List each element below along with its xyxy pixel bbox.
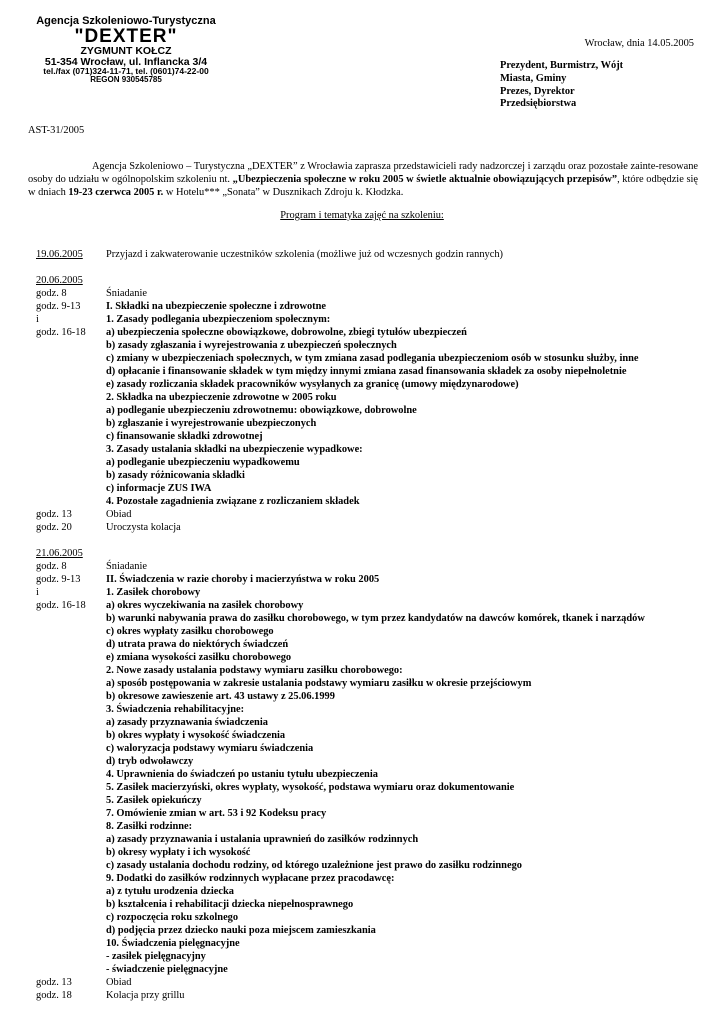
schedule-time: i bbox=[36, 587, 39, 598]
schedule-row bbox=[36, 430, 696, 443]
schedule-time: godz. 8 bbox=[36, 288, 67, 299]
schedule-time bbox=[36, 625, 106, 638]
schedule-time bbox=[36, 417, 106, 430]
schedule-topic: a) zasady przyznawania świadczenia bbox=[106, 717, 268, 728]
schedule-row bbox=[36, 989, 696, 1002]
schedule-topic: - świadczenie pielęgnacyjne bbox=[106, 964, 228, 975]
schedule-time bbox=[36, 339, 106, 352]
schedule-topic: b) okresy wypłaty i ich wysokość bbox=[106, 847, 251, 858]
schedule-topic: c) informacje ZUS IWA bbox=[106, 483, 212, 494]
schedule-row bbox=[36, 521, 696, 534]
schedule-row bbox=[36, 976, 696, 989]
schedule-row bbox=[36, 755, 696, 768]
schedule-time bbox=[36, 638, 106, 651]
schedule-time: godz. 16-18 bbox=[36, 600, 86, 611]
schedule-topic: c) waloryzacja podstawy wymiaru świadczenia bbox=[106, 743, 314, 754]
schedule-topic: b) okres wypłaty i wysokość świadczenia bbox=[106, 730, 286, 741]
schedule-topic: d) opłacanie i finansowanie składek w tym między innymi zmiana zasad finansowania składek za osoby niepełnoletnie bbox=[106, 366, 627, 377]
schedule-row bbox=[36, 404, 696, 417]
schedule-row bbox=[36, 807, 696, 820]
schedule-row bbox=[36, 482, 696, 495]
schedule-topic: c) zasady ustalania dochodu rodziny, od którego uzależnione jest prawo do zasiłku rodzinnego bbox=[106, 860, 522, 871]
schedule-row bbox=[36, 846, 696, 859]
schedule-time bbox=[36, 651, 106, 664]
schedule-topic: a) sposób postępowania w zakresie ustalania podstawy wymiaru zasiłku w okresie przejściowym bbox=[106, 678, 532, 689]
schedule-time: godz. 18 bbox=[36, 990, 72, 1001]
schedule-topic: Obiad bbox=[106, 977, 132, 988]
schedule-topic: Obiad bbox=[106, 509, 132, 520]
stamp-address: 51-354 Wrocław, ul. Inflancka 3/4 bbox=[44, 55, 208, 68]
schedule-row bbox=[36, 469, 696, 482]
schedule-row bbox=[36, 352, 696, 365]
schedule-row bbox=[36, 898, 696, 911]
schedule-time bbox=[36, 950, 106, 963]
schedule-row bbox=[36, 443, 696, 456]
intro-paragraph bbox=[28, 160, 698, 199]
schedule-row bbox=[36, 417, 696, 430]
letter-date: Wrocław, dnia 14.05.2005 bbox=[584, 38, 694, 49]
schedule-time bbox=[36, 755, 106, 768]
schedule-time: i bbox=[36, 314, 39, 325]
stamp-brand: "DEXTER" bbox=[74, 26, 178, 47]
schedule-topic: b) zasady różnicowania składki bbox=[106, 470, 245, 481]
schedule-topic: b) kształcenia i rehabilitacji dziecka niepełnosprawnego bbox=[106, 899, 354, 910]
schedule-row bbox=[36, 859, 696, 872]
schedule-row bbox=[36, 651, 696, 664]
schedule-topic: Przyjazd i zakwaterowanie uczestników szkolenia (możliwe już od wczesnych godzin rannych) bbox=[106, 249, 504, 260]
schedule-topic: a) podleganie ubezpieczeniu zdrowotnemu: obowiązkowe, dobrowolne bbox=[106, 405, 417, 416]
recipient-line: Prezydent, Burmistrz, Wójt bbox=[500, 60, 624, 71]
schedule-time bbox=[36, 495, 106, 508]
schedule-row bbox=[36, 872, 696, 885]
schedule-date: 20.06.2005 bbox=[36, 275, 83, 286]
schedule-row bbox=[36, 820, 696, 833]
schedule-row bbox=[36, 547, 696, 560]
intro-text: Agencja Szkoleniowo – Turystyczna „DEXTER” z Wrocławia zaprasza przedstawicieli rady nadzorczej i zarządu oraz pozostałe zainte-resowane osoby do udziału w ogólnopolskim szkoleniu nt. bbox=[28, 161, 698, 185]
schedule-row bbox=[36, 378, 696, 391]
schedule-time bbox=[36, 846, 106, 859]
schedule-topic: b) okresowe zawieszenie art. 43 ustawy z 25.06.1999 bbox=[106, 691, 335, 702]
schedule-time bbox=[36, 729, 106, 742]
schedule-row bbox=[36, 326, 696, 339]
stamp-regon: REGON 930545785 bbox=[90, 74, 162, 84]
schedule-topic: 5. Zasiłek opiekuńczy bbox=[106, 795, 202, 806]
schedule-topic: e) zasady rozliczania składek pracowników wysyłanych za granicę (umowy międzynarodowe) bbox=[106, 379, 519, 390]
schedule-row bbox=[36, 586, 696, 599]
schedule-topic: a) okres wyczekiwania na zasiłek chorobowy bbox=[106, 600, 304, 611]
schedule-time bbox=[36, 612, 106, 625]
schedule-time bbox=[36, 352, 106, 365]
recipient-line: Miasta, Gminy bbox=[500, 72, 567, 84]
schedule-topic: 10. Świadczenia pielęgnacyjne bbox=[106, 938, 240, 949]
schedule-topic: 8. Zasiłki rodzinne: bbox=[106, 821, 193, 832]
schedule-topic: 4. Uprawnienia do świadczeń po ustaniu tytułu ubezpieczenia bbox=[106, 769, 378, 780]
schedule-row bbox=[36, 508, 696, 521]
program-title: Program i tematyka zajęć na szkoleniu: bbox=[280, 210, 444, 221]
schedule-topic: 1. Zasady podlegania ubezpieczeniom społecznym: bbox=[106, 314, 331, 325]
schedule-row bbox=[36, 664, 696, 677]
schedule-row bbox=[36, 911, 696, 924]
schedule-row bbox=[36, 742, 696, 755]
schedule-topic: 1. Zasiłek chorobowy bbox=[106, 587, 201, 598]
schedule-time: godz. 8 bbox=[36, 561, 67, 572]
schedule-time bbox=[36, 924, 106, 937]
schedule-row bbox=[36, 365, 696, 378]
schedule-topic: Śniadanie bbox=[106, 288, 147, 299]
schedule-row bbox=[36, 495, 696, 508]
schedule-time bbox=[36, 378, 106, 391]
schedule-time: godz. 20 bbox=[36, 522, 72, 533]
schedule-row bbox=[36, 339, 696, 352]
schedule-time bbox=[36, 963, 106, 976]
schedule-row bbox=[36, 885, 696, 898]
schedule-time bbox=[36, 898, 106, 911]
schedule-time: godz. 16-18 bbox=[36, 327, 86, 338]
schedule-row bbox=[36, 573, 696, 586]
schedule-time bbox=[36, 677, 106, 690]
schedule-row bbox=[36, 560, 696, 573]
schedule-time bbox=[36, 404, 106, 417]
schedule-row bbox=[36, 703, 696, 716]
schedule-time bbox=[36, 664, 106, 677]
schedule-row bbox=[36, 456, 696, 469]
schedule-topic: 2. Składka na ubezpieczenie zdrowotne w 2005 roku bbox=[106, 392, 337, 403]
schedule-row bbox=[36, 950, 696, 963]
schedule-row bbox=[36, 313, 696, 326]
schedule-topic: Kolacja przy grillu bbox=[106, 990, 185, 1001]
schedule-time bbox=[36, 690, 106, 703]
schedule-topic: a) ubezpieczenia społeczne obowiązkowe, dobrowolne, zbiegi tytułów ubezpieczeń bbox=[106, 327, 467, 338]
schedule-row bbox=[36, 716, 696, 729]
schedule-topic: 5. Zasiłek macierzyński, okres wypłaty, wysokość, podstawa wymiaru oraz dokumentowanie bbox=[106, 782, 515, 793]
schedule-topic: b) zasady zgłaszania i wyrejestrowania z ubezpieczeń społecznych bbox=[106, 340, 397, 351]
schedule-row bbox=[36, 768, 696, 781]
schedule-topic: 4. Pozostałe zagadnienia związane z rozliczaniem składek bbox=[106, 496, 360, 507]
schedule-topic: 2. Nowe zasady ustalania podstawy wymiaru zasiłku chorobowego: bbox=[106, 665, 403, 676]
schedule-topic: II. Świadczenia w razie choroby i macierzyństwa w roku 2005 bbox=[106, 574, 380, 585]
schedule-row bbox=[36, 248, 696, 261]
schedule-topic: d) tryb odwoławczy bbox=[106, 756, 194, 767]
schedule-time bbox=[36, 911, 106, 924]
schedule-row bbox=[36, 612, 696, 625]
schedule bbox=[36, 248, 696, 1002]
schedule-topic: a) podleganie ubezpieczeniu wypadkowemu bbox=[106, 457, 300, 468]
schedule-time bbox=[36, 807, 106, 820]
schedule-topic: a) z tytułu urodzenia dziecka bbox=[106, 886, 234, 897]
stamp-owner: ZYGMUNT KOŁCZ bbox=[80, 45, 172, 57]
schedule-time: godz. 13 bbox=[36, 509, 72, 520]
schedule-gap bbox=[36, 261, 696, 274]
schedule-topic: 3. Świadczenia rehabilitacyjne: bbox=[106, 704, 245, 715]
schedule-row bbox=[36, 924, 696, 937]
training-dates: 19-23 czerwca 2005 r. bbox=[68, 187, 164, 198]
schedule-row bbox=[36, 287, 696, 300]
schedule-row bbox=[36, 729, 696, 742]
company-stamp bbox=[20, 16, 232, 84]
schedule-time bbox=[36, 781, 106, 794]
recipient-line: Prezes, Dyrektor bbox=[500, 85, 575, 97]
schedule-time bbox=[36, 456, 106, 469]
schedule-time: godz. 9-13 bbox=[36, 574, 81, 585]
recipients-block bbox=[500, 60, 623, 111]
schedule-topic: b) zgłaszanie i wyrejestrowanie ubezpieczonych bbox=[106, 418, 317, 429]
schedule-row bbox=[36, 690, 696, 703]
schedule-time bbox=[36, 482, 106, 495]
schedule-topic: d) utrata prawa do niektórych świadczeń bbox=[106, 639, 289, 650]
schedule-topic bbox=[106, 547, 696, 560]
schedule-topic: - zasiłek pielęgnacyjny bbox=[106, 951, 206, 962]
schedule-topic: 9. Dodatki do zasiłków rodzinnych wypłacane przez pracodawcę: bbox=[106, 873, 395, 884]
schedule-time bbox=[36, 937, 106, 950]
schedule-row bbox=[36, 274, 696, 287]
schedule-row bbox=[36, 599, 696, 612]
intro-text: , które odbędzie się w dniach bbox=[28, 174, 698, 198]
schedule-topic: e) zmiana wysokości zasiłku chorobowego bbox=[106, 652, 292, 663]
schedule-topic: Śniadanie bbox=[106, 561, 147, 572]
recipient-line: Przedsiębiorstwa bbox=[500, 98, 577, 110]
schedule-topic: d) podjęcia przez dziecko nauki poza miejscem zamieszkania bbox=[106, 925, 376, 936]
schedule-topic: b) warunki nabywania prawa do zasiłku chorobowego, w tym przez kandydatów na dawców komórek, tkanek i narządów bbox=[106, 613, 645, 624]
schedule-row bbox=[36, 833, 696, 846]
schedule-row bbox=[36, 625, 696, 638]
schedule-time bbox=[36, 833, 106, 846]
schedule-row bbox=[36, 937, 696, 950]
schedule-time bbox=[36, 872, 106, 885]
schedule-time bbox=[36, 768, 106, 781]
schedule-time bbox=[36, 391, 106, 404]
schedule-topic: c) finansowanie składki zdrowotnej bbox=[106, 431, 263, 442]
schedule-time bbox=[36, 716, 106, 729]
schedule-row bbox=[36, 391, 696, 404]
schedule-time bbox=[36, 365, 106, 378]
schedule-time bbox=[36, 885, 106, 898]
reference-number: AST-31/2005 bbox=[28, 125, 85, 136]
training-topic: „Ubezpieczenia społeczne w roku 2005 w świetle aktualnie obowiązujących przepisów” bbox=[232, 174, 618, 185]
schedule-time bbox=[36, 703, 106, 716]
schedule-time bbox=[36, 443, 106, 456]
schedule-date: 21.06.2005 bbox=[36, 548, 83, 559]
schedule-row bbox=[36, 794, 696, 807]
schedule-row bbox=[36, 781, 696, 794]
schedule-time bbox=[36, 794, 106, 807]
schedule-time bbox=[36, 742, 106, 755]
schedule-topic bbox=[106, 274, 696, 287]
schedule-time: godz. 9-13 bbox=[36, 301, 81, 312]
schedule-topic: 7. Omówienie zmian w art. 53 i 92 Kodeksu pracy bbox=[106, 808, 327, 819]
schedule-time bbox=[36, 430, 106, 443]
schedule-topic: c) okres wypłaty zasiłku chorobowego bbox=[106, 626, 274, 637]
schedule-topic: c) zmiany w ubezpieczeniach społecznych, w tym zmiana zasad podlegania ubezpieczeniom osób w stosunku służby, inne bbox=[106, 353, 639, 364]
schedule-time bbox=[36, 859, 106, 872]
stamp-phone: tel./fax (071)324-11-71, tel. (0601)74-22-00 bbox=[43, 66, 209, 76]
stamp-agency-name: Agencja Szkoleniowo-Turystyczna bbox=[36, 15, 216, 27]
schedule-date: 19.06.2005 bbox=[36, 249, 83, 260]
schedule-time bbox=[36, 469, 106, 482]
schedule-row bbox=[36, 963, 696, 976]
schedule-topic: 3. Zasady ustalania składki na ubezpieczenie wypadkowe: bbox=[106, 444, 363, 455]
schedule-topic: Uroczysta kolacja bbox=[106, 522, 181, 533]
schedule-topic: I. Składki na ubezpieczenie społeczne i zdrowotne bbox=[106, 301, 327, 312]
schedule-row bbox=[36, 638, 696, 651]
schedule-time: godz. 13 bbox=[36, 977, 72, 988]
schedule-topic: c) rozpoczęcia roku szkolnego bbox=[106, 912, 239, 923]
schedule-time bbox=[36, 820, 106, 833]
schedule-row bbox=[36, 300, 696, 313]
schedule-row bbox=[36, 677, 696, 690]
schedule-gap bbox=[36, 534, 696, 547]
schedule-topic: a) zasady przyznawania i ustalania uprawnień do zasiłków rodzinnych bbox=[106, 834, 419, 845]
intro-text: w Hotelu*** „Sonata” w Dusznikach Zdroju k. Kłodzka. bbox=[163, 187, 404, 198]
